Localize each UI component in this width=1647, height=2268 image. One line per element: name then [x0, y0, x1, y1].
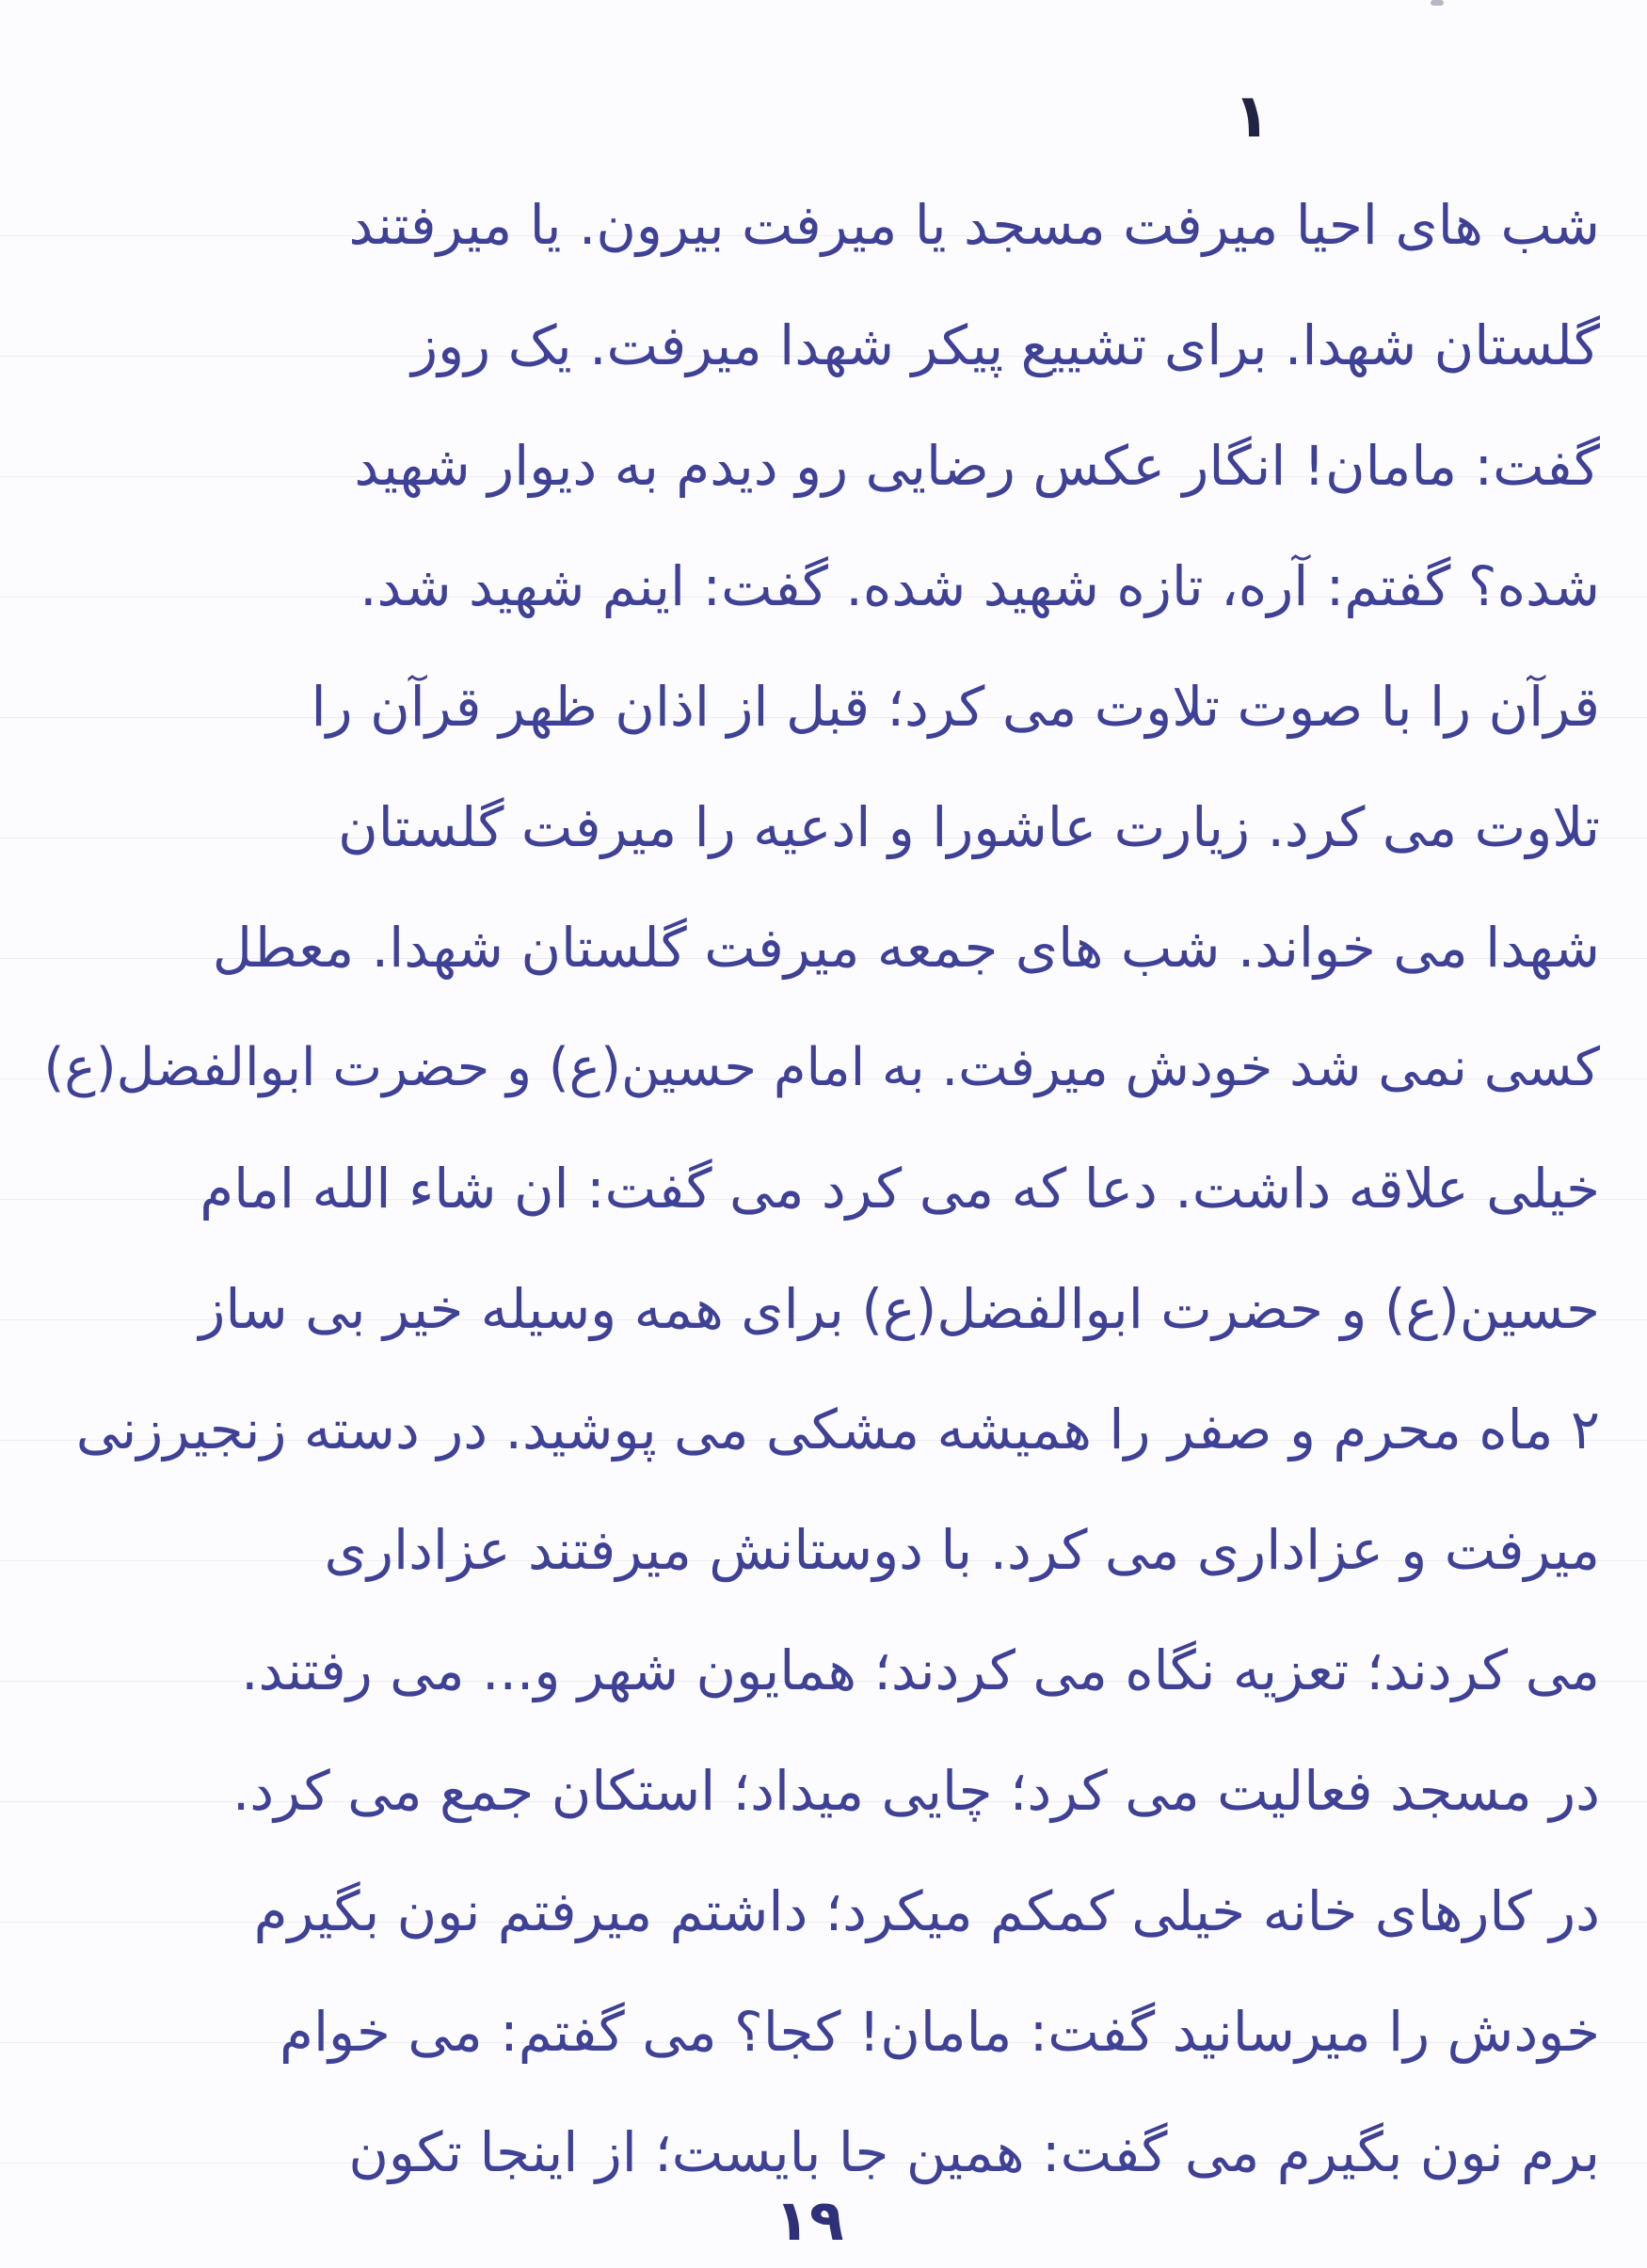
text-line: در کارهای خانه خیلی کمکم میکرد؛ داشتم میرفتم نون بگیرم	[253, 1879, 1600, 1943]
text-line: می کردند؛ تعزیه نگاه می کردند؛ همایون شهر و... می رفتند.	[241, 1638, 1600, 1702]
text-line: گفت: مامان! انگار عکس رضایی رو دیدم به دیوار شهید	[354, 434, 1600, 498]
text-line: شده؟ گفتم: آره، تازه شهید شده. گفت: اینم شهید شد.	[360, 554, 1600, 618]
text-line: خودش را میرسانید گفت: مامان! کجا؟ می گفتم: می خوام	[280, 2000, 1600, 2064]
text-line: تلاوت می کرد. زیارت عاشورا و ادعیه را میرفت گلستان	[338, 795, 1600, 859]
text-line: قرآن را با صوت تلاوت می کرد؛ قبل از اذان ظهر قرآن را	[311, 675, 1600, 739]
handwritten-body	[0, 165, 1600, 2212]
text-line: در مسجد فعالیت می کرد؛ چایی میداد؛ استکان جمع می کرد.	[232, 1759, 1600, 1823]
text-line: شب های احیا میرفت مسجد یا میرفت بیرون. یا میرفتند	[348, 193, 1600, 257]
text-line: خیلی علاقه داشت. دعا که می کرد می گفت: ان شاء الله امام	[200, 1157, 1600, 1221]
text-line: حسین(ع) و حضرت ابوالفضل(ع) برای همه وسیله خیر بی ساز	[199, 1277, 1600, 1341]
text-line: میرفت و عزاداری می کرد. با دوستانش میرفتند عزاداری	[324, 1518, 1600, 1582]
text-line: برم نون بگیرم می گفت: همین جا بایست؛ از اینجا تکون	[348, 2120, 1600, 2184]
text-line: شهدا می خواند. شب های جمعه میرفت گلستان شهدا. معطل	[212, 916, 1600, 980]
text-line: کسی نمی شد خودش میرفت. به امام حسین(ع) و حضرت ابوالفضل(ع)	[43, 1037, 1600, 1098]
text-line: گلستان شهدا. برای تشییع پیکر شهدا میرفت. یک روز	[411, 313, 1600, 377]
text-line: ۲ ماه محرم و صفر را همیشه مشکی می پوشید. در دسته زنجیرزنی	[75, 1398, 1600, 1461]
ink-speck	[1431, 0, 1444, 6]
page-top-mark: ۱	[1233, 82, 1271, 152]
page-number: ۱۹	[775, 2188, 844, 2254]
